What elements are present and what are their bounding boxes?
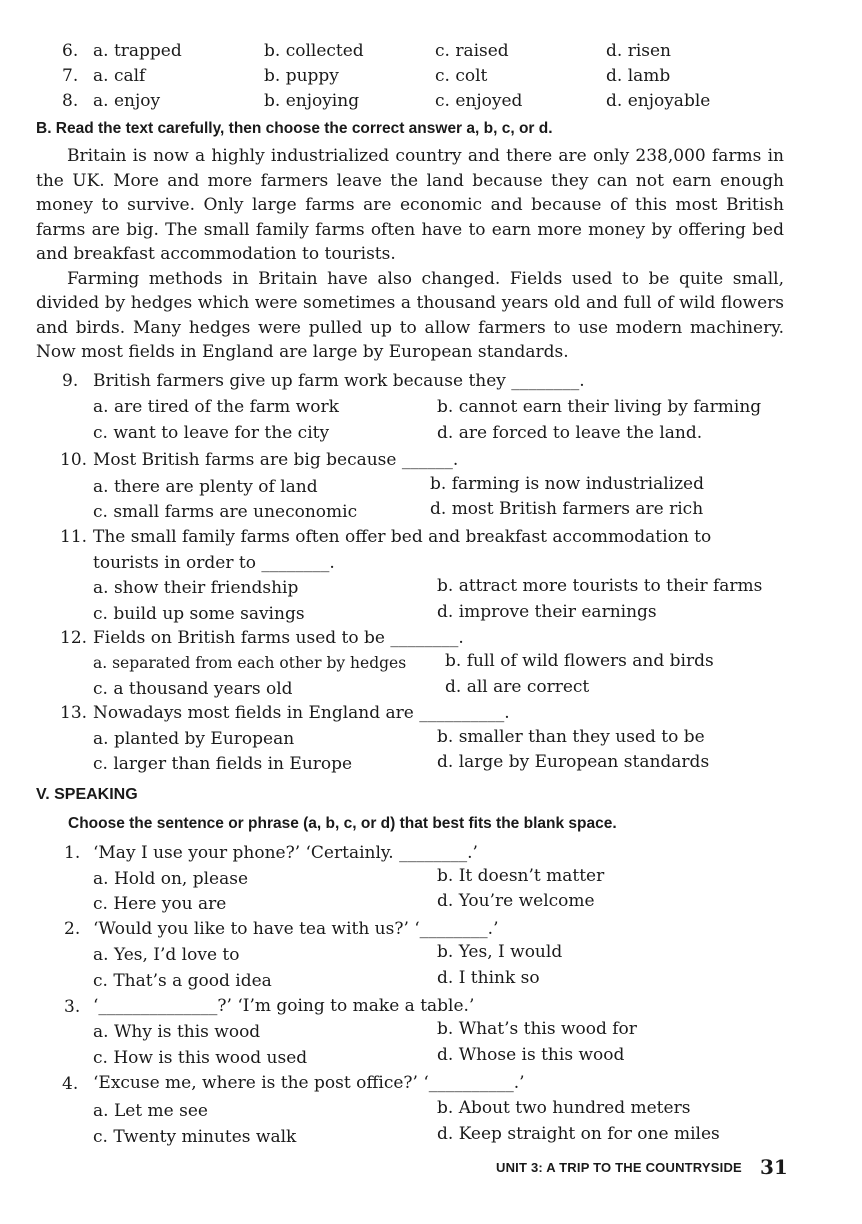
question-number: 12. [60,628,88,648]
option-b: b. full of wild flowers and birds [445,651,714,671]
option-d: d. Keep straight on for one miles [437,1124,720,1144]
question-stem: ‘______________?’ ‘I’m going to make a table.’ [93,996,475,1016]
option-b: b. About two hundred meters [437,1098,691,1118]
option-d: d. lamb [606,66,671,86]
option-a: a. Why is this wood [93,1022,261,1042]
section-v-instruction: Choose the sentence or phrase (a, b, c, or d) that best fits the blank space. [68,815,617,832]
option-b: b. attract more tourists to their farms [437,576,763,596]
question-number: 8. [62,91,79,111]
option-d: d. improve their earnings [437,602,657,622]
option-a: a. there are plenty of land [93,477,318,497]
question-stem: Fields on British farms used to be ________. [93,628,464,648]
option-d: d. Whose is this wood [437,1045,625,1065]
option-b: b. farming is now industrialized [430,474,704,494]
question-stem: The small family farms often offer bed and breakfast accommodation to [93,527,712,547]
option-b: b. cannot earn their living by farming [437,397,762,417]
option-a: a. Yes, I’d love to [93,945,240,965]
question-number: 13. [60,703,88,723]
question-number: 11. [60,527,88,547]
option-b: b. smaller than they used to be [437,727,705,747]
question-stem-continued: tourists in order to ________. [93,553,335,573]
section-b-heading: B. Read the text carefully, then choose the correct answer a, b, c, or d. [36,120,553,137]
question-number: 7. [62,66,79,86]
option-a: a. calf [93,66,146,86]
option-c: c. Twenty minutes walk [93,1127,297,1147]
question-number: 6. [62,41,79,61]
option-c: c. Here you are [93,894,227,914]
question-number: 10. [60,450,88,470]
option-d: d. all are correct [445,677,590,697]
question-stem: ‘May I use your phone?’ ‘Certainly. ________.’ [93,843,478,863]
option-c: c. a thousand years old [93,679,293,699]
option-b: b. puppy [264,66,339,86]
option-a: a. Let me see [93,1101,208,1121]
question-number: 2. [64,919,81,939]
question-stem: British farmers give up farm work because they ________. [93,371,585,391]
option-d: d. are forced to leave the land. [437,423,703,443]
option-c: c. larger than fields in Europe [93,754,353,774]
passage-paragraph-1: Britain is now a highly industrialized country and there are only 238,000 farms in the UK. More and more farmers leave the land because they can not earn enough money to survive. Only large farms are economic and because of this most British farms are big. The small family farms often have to earn more money by offering bed and breakfast accommodation to tourists. [36,146,784,264]
option-c: c. want to leave for the city [93,423,330,443]
option-b: b. collected [264,41,364,61]
option-d: d. I think so [437,968,540,988]
option-c: c. That’s a good idea [93,971,272,991]
question-number: 3. [64,997,81,1017]
option-a: a. show their friendship [93,578,299,598]
option-b: b. Yes, I would [437,942,563,962]
option-a: a. separated from each other by hedges [93,654,407,672]
option-b: b. It doesn’t matter [437,866,605,886]
option-c: c. colt [435,66,488,86]
question-stem: ‘Would you like to have tea with us?’ ‘________.’ [93,919,499,939]
reading-passage [36,144,784,365]
option-b: b. What’s this wood for [437,1019,637,1039]
question-number: 4. [62,1074,79,1094]
footer-unit-title: UNIT 3: A TRIP TO THE COUNTRYSIDE [496,1160,742,1175]
page-number: 31 [760,1155,788,1179]
option-b: b. enjoying [264,91,360,111]
option-a: a. planted by European [93,729,295,749]
option-a: a. Hold on, please [93,869,249,889]
option-d: d. most British farmers are rich [430,499,704,519]
option-c: c. enjoyed [435,91,523,111]
option-a: a. trapped [93,41,182,61]
question-stem: ‘Excuse me, where is the post office?’ ‘__________.’ [93,1073,525,1093]
option-d: d. You’re welcome [437,891,595,911]
question-number: 9. [62,371,79,391]
option-a: a. enjoy [93,91,161,111]
option-a: a. are tired of the farm work [93,397,339,417]
option-c: c. small farms are uneconomic [93,502,358,522]
option-d: d. risen [606,41,671,61]
question-number: 1. [64,843,81,863]
passage-paragraph-2: Farming methods in Britain have also changed. Fields used to be quite small, divided by hedges which were sometimes a thousand years old and full of wild flowers and birds. Many hedges were pulled up to allow farmers to use modern machinery. Now most fields in England are large by European standards. [36,268,784,362]
question-stem: Nowadays most fields in England are __________. [93,703,510,723]
option-d: d. enjoyable [606,91,711,111]
option-c: c. raised [435,41,509,61]
option-c: c. How is this wood used [93,1048,308,1068]
option-c: c. build up some savings [93,604,305,624]
option-d: d. large by European standards [437,752,710,772]
section-v-heading: V. SPEAKING [36,786,138,803]
question-stem: Most British farms are big because ______. [93,450,459,470]
